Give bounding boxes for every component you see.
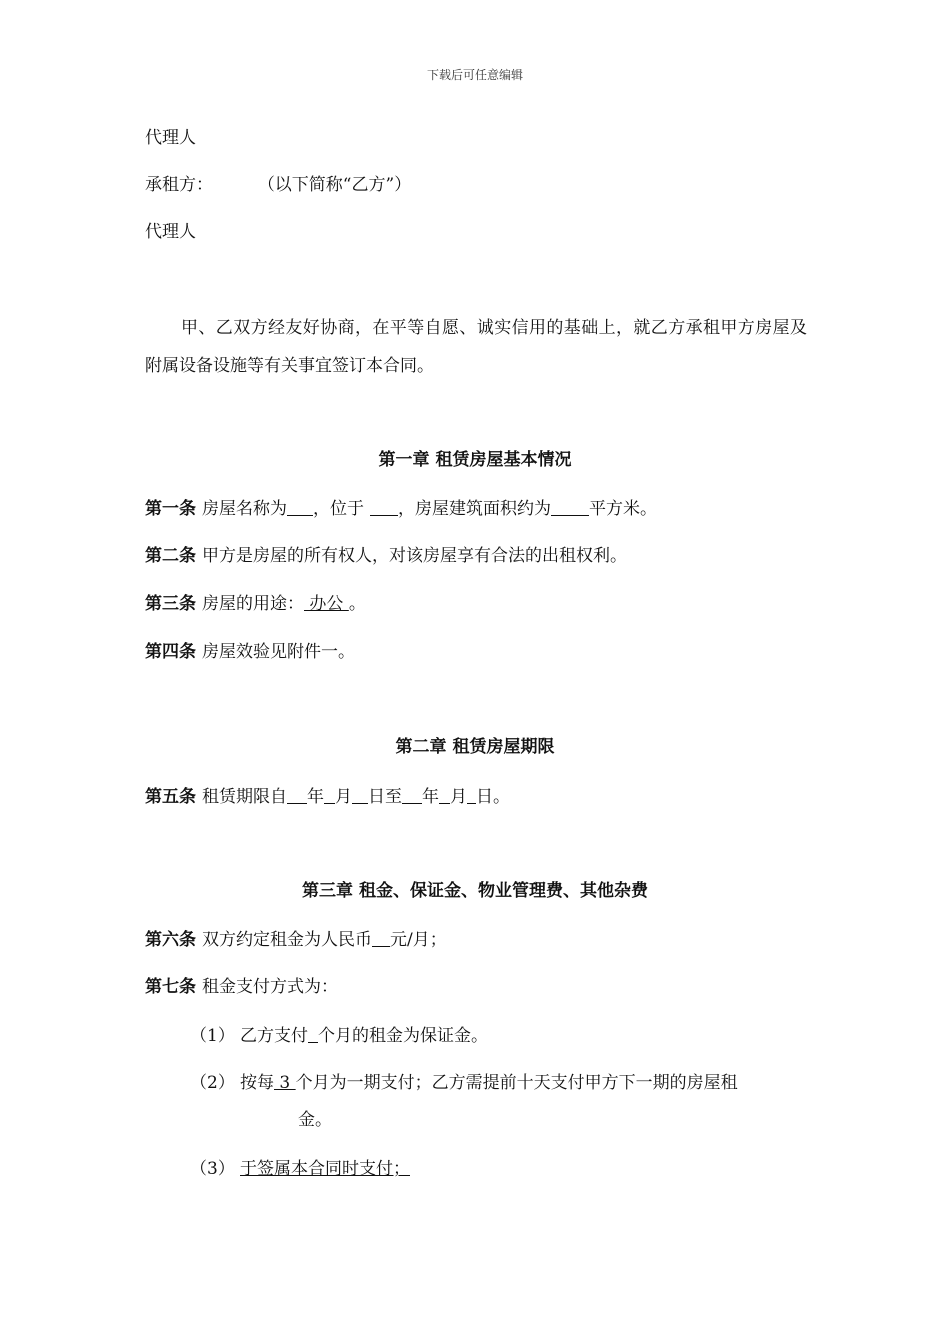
intro-paragraph: 甲、乙双方经友好协商，在平等自愿、诚实信用的基础上，就乙方承租甲方房屋及附属设备设施等有关事宜签订本合同。	[145, 318, 807, 376]
payment-item-2-continued: 金。	[298, 1110, 332, 1130]
start-day-blank	[352, 785, 368, 804]
item-text: 于签属本合同时支付；	[240, 1159, 410, 1179]
location-blank	[370, 497, 398, 516]
article-label: 第五条	[145, 787, 196, 807]
article-text: 月	[335, 787, 352, 807]
article-label: 第二条	[145, 546, 196, 566]
article-label: 第七条	[145, 977, 196, 997]
chapter-1-title: 第一章 租赁房屋基本情况	[378, 450, 572, 470]
article-text: 房屋的用途：	[202, 594, 304, 614]
article-text: 租赁期限自	[202, 787, 287, 807]
item-number: （3）	[190, 1159, 235, 1179]
article-text: 日至	[368, 787, 402, 807]
page-header: 下载后可任意编辑	[426, 68, 523, 82]
rent-amount-blank	[372, 928, 390, 947]
item-text: 按每	[240, 1073, 274, 1093]
item-text: 个月为一期支付；乙方需提前十天支付甲方下一期的房屋租	[295, 1073, 738, 1093]
article-text: ，房屋建筑面积约为	[398, 499, 551, 519]
period-months-value: 3	[274, 1073, 296, 1093]
article-4	[145, 641, 355, 663]
item-text: 个月的租金为保证金。	[318, 1026, 488, 1046]
start-month-blank	[324, 785, 335, 804]
article-text: 甲方是房屋的所有权人，对该房屋享有合法的出租权利。	[202, 546, 627, 566]
article-label: 第六条	[145, 930, 196, 950]
article-label: 第一条	[145, 499, 196, 519]
start-year-blank	[287, 785, 307, 804]
article-text: 月	[450, 787, 467, 807]
item-number: （1）	[190, 1026, 235, 1046]
article-text: 平方米。	[589, 499, 657, 519]
article-text: ，位于	[313, 499, 364, 519]
end-day-blank	[467, 785, 476, 804]
article-7	[145, 976, 338, 998]
payment-item-3	[190, 1158, 430, 1180]
item-number: （2）	[190, 1073, 235, 1093]
article-text: 。	[348, 594, 366, 614]
article-label: 第四条	[145, 642, 196, 662]
article-text: 年	[422, 787, 439, 807]
chapter-2-title: 第二章 租赁房屋期限	[395, 737, 555, 757]
chapter-3-title: 第三章 租金、保证金、物业管理费、其他杂费	[302, 881, 648, 901]
article-6	[145, 928, 447, 951]
end-month-blank	[439, 785, 450, 804]
payment-item-1	[190, 1024, 488, 1047]
end-year-blank	[402, 785, 422, 804]
article-2	[145, 545, 627, 567]
article-text: 房屋名称为	[202, 499, 287, 519]
deposit-months-blank	[308, 1024, 318, 1043]
lessee-line	[145, 174, 411, 196]
article-text: 日。	[476, 787, 510, 807]
area-blank	[551, 497, 589, 516]
article-text: 租金支付方式为：	[202, 977, 338, 997]
article-text: 房屋效验见附件一。	[202, 642, 355, 662]
agent-line-2: 代理人	[145, 222, 196, 242]
agent-line-1: 代理人	[145, 128, 196, 148]
article-3	[145, 593, 366, 615]
article-5	[145, 785, 510, 808]
article-1	[145, 497, 657, 520]
article-text: 年	[307, 787, 324, 807]
house-name-blank	[287, 497, 313, 516]
lessee-label: 承租方：	[145, 175, 213, 195]
lessee-note: （以下简称“乙方”）	[257, 175, 412, 195]
item-text: 乙方支付	[240, 1026, 308, 1046]
article-text: 双方约定租金为人民币	[202, 930, 372, 950]
usage-value: 办公	[304, 594, 349, 614]
article-text: 元/月；	[390, 930, 447, 950]
payment-item-2	[190, 1072, 738, 1094]
article-label: 第三条	[145, 594, 196, 614]
